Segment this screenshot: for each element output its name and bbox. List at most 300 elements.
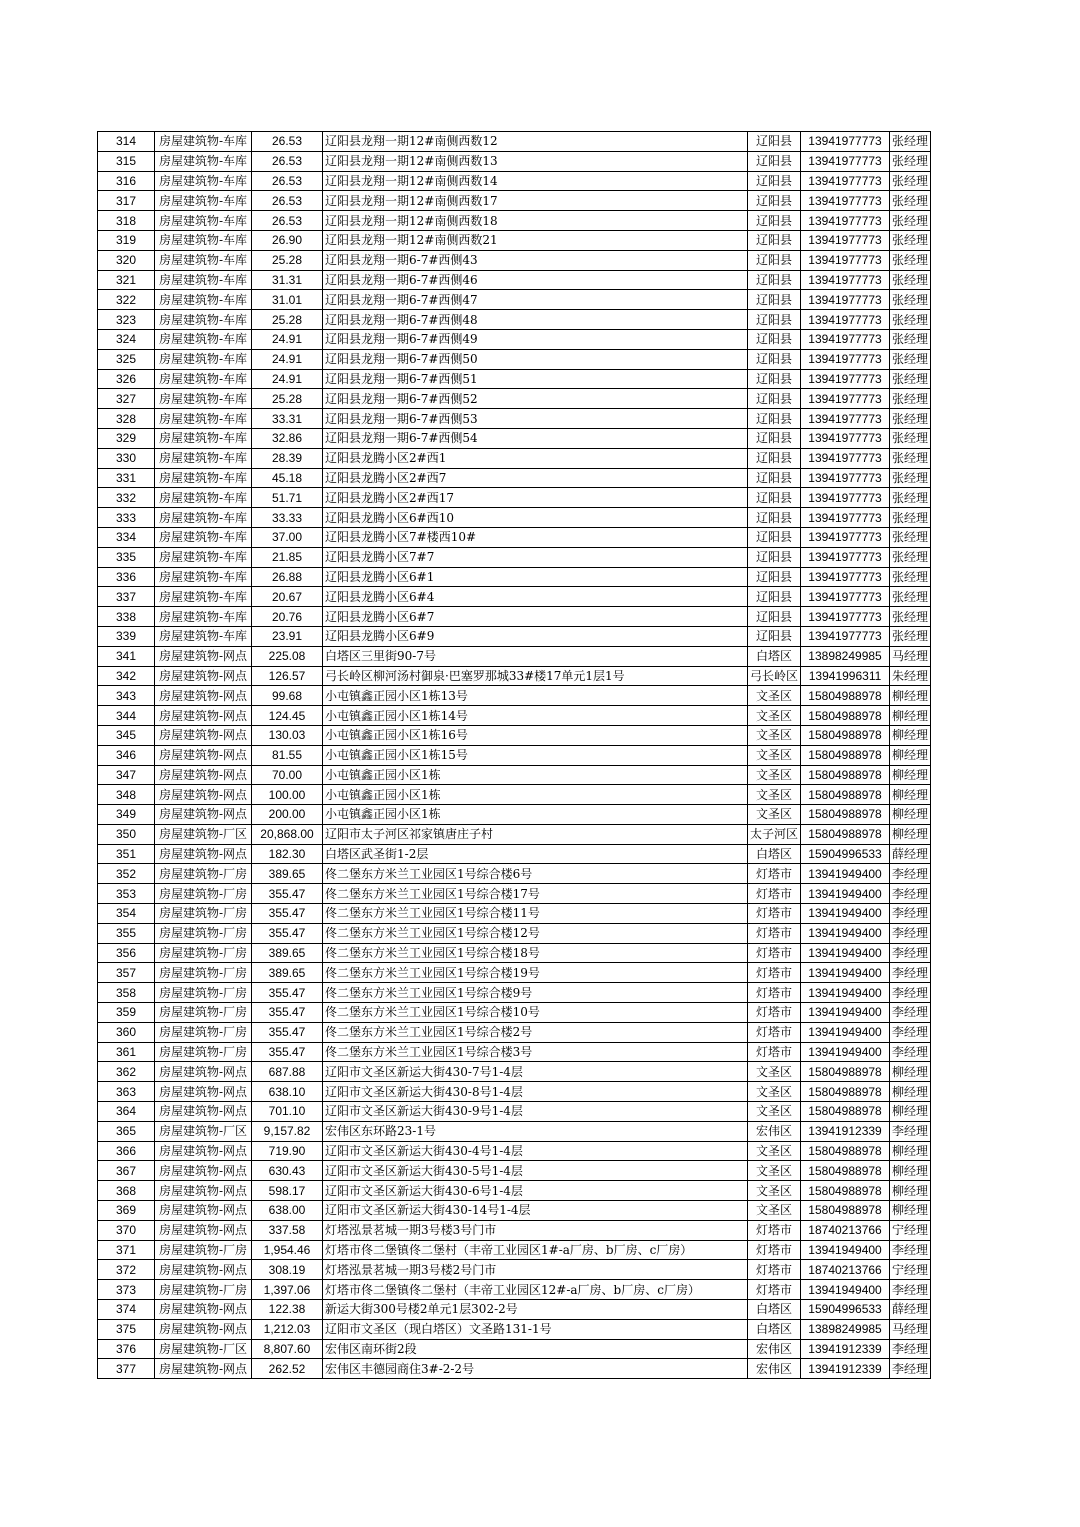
district-cell: 辽阳县 bbox=[748, 587, 801, 607]
row-number-cell: 367 bbox=[98, 1161, 155, 1181]
contact-manager-cell: 李经理 bbox=[890, 1121, 931, 1141]
property-type-cell: 房屋建筑物-网点 bbox=[155, 745, 252, 765]
contact-manager-cell: 李经理 bbox=[890, 1280, 931, 1300]
area-cell: 26.53 bbox=[252, 171, 323, 191]
contact-manager-cell: 张经理 bbox=[890, 448, 931, 468]
row-number-cell: 329 bbox=[98, 428, 155, 448]
contact-manager-cell: 李经理 bbox=[890, 1042, 931, 1062]
area-cell: 32.86 bbox=[252, 428, 323, 448]
row-number-cell: 354 bbox=[98, 904, 155, 924]
district-cell: 辽阳县 bbox=[748, 567, 801, 587]
contact-manager-cell: 张经理 bbox=[890, 270, 931, 290]
property-type-cell: 房屋建筑物-车库 bbox=[155, 547, 252, 567]
table-row bbox=[98, 369, 931, 389]
area-cell: 33.33 bbox=[252, 508, 323, 528]
area-cell: 122.38 bbox=[252, 1300, 323, 1320]
contact-phone-cell: 13941977773 bbox=[801, 428, 890, 448]
district-cell: 灯塔市 bbox=[748, 983, 801, 1003]
area-cell: 630.43 bbox=[252, 1161, 323, 1181]
contact-phone-cell: 15804988978 bbox=[801, 745, 890, 765]
table-row bbox=[98, 409, 931, 429]
contact-manager-cell: 柳经理 bbox=[890, 1201, 931, 1221]
table-row bbox=[98, 211, 931, 231]
contact-manager-cell: 张经理 bbox=[890, 607, 931, 627]
contact-phone-cell: 13941977773 bbox=[801, 191, 890, 211]
property-type-cell: 房屋建筑物-网点 bbox=[155, 1141, 252, 1161]
area-cell: 31.01 bbox=[252, 290, 323, 310]
row-number-cell: 326 bbox=[98, 369, 155, 389]
property-type-cell: 房屋建筑物-车库 bbox=[155, 349, 252, 369]
row-number-cell: 370 bbox=[98, 1220, 155, 1240]
district-cell: 文圣区 bbox=[748, 686, 801, 706]
district-cell: 弓长岭区 bbox=[748, 666, 801, 686]
address-cell: 佟二堡东方米兰工业园区1号综合楼19号 bbox=[323, 963, 748, 983]
area-cell: 26.53 bbox=[252, 132, 323, 152]
contact-phone-cell: 15804988978 bbox=[801, 1082, 890, 1102]
contact-manager-cell: 薛经理 bbox=[890, 1300, 931, 1320]
district-cell: 辽阳县 bbox=[748, 230, 801, 250]
address-cell: 佟二堡东方米兰工业园区1号综合楼9号 bbox=[323, 983, 748, 1003]
table-row bbox=[98, 587, 931, 607]
table-row bbox=[98, 1161, 931, 1181]
table-row bbox=[98, 1300, 931, 1320]
table-row bbox=[98, 191, 931, 211]
table-row bbox=[98, 923, 931, 943]
table-row bbox=[98, 983, 931, 1003]
area-cell: 130.03 bbox=[252, 725, 323, 745]
table-row bbox=[98, 805, 931, 825]
contact-manager-cell: 李经理 bbox=[890, 1339, 931, 1359]
property-type-cell: 房屋建筑物-厂房 bbox=[155, 963, 252, 983]
contact-manager-cell: 李经理 bbox=[890, 1022, 931, 1042]
district-cell: 文圣区 bbox=[748, 1102, 801, 1122]
contact-phone-cell: 13941949400 bbox=[801, 1240, 890, 1260]
area-cell: 26.90 bbox=[252, 230, 323, 250]
district-cell: 文圣区 bbox=[748, 765, 801, 785]
address-cell: 佟二堡东方米兰工业园区1号综合楼11号 bbox=[323, 904, 748, 924]
contact-phone-cell: 13941977773 bbox=[801, 389, 890, 409]
address-cell: 辽阳县龙腾小区6#7 bbox=[323, 607, 748, 627]
property-type-cell: 房屋建筑物-厂房 bbox=[155, 1280, 252, 1300]
area-cell: 638.10 bbox=[252, 1082, 323, 1102]
address-cell: 白塔区武圣街1-2层 bbox=[323, 844, 748, 864]
contact-manager-cell: 柳经理 bbox=[890, 1082, 931, 1102]
table-row bbox=[98, 943, 931, 963]
address-cell: 新运大街300号楼2单元1层302-2号 bbox=[323, 1300, 748, 1320]
contact-manager-cell: 柳经理 bbox=[890, 824, 931, 844]
property-type-cell: 房屋建筑物-网点 bbox=[155, 1201, 252, 1221]
district-cell: 辽阳县 bbox=[748, 468, 801, 488]
area-cell: 262.52 bbox=[252, 1359, 323, 1379]
district-cell: 文圣区 bbox=[748, 725, 801, 745]
table-row bbox=[98, 1240, 931, 1260]
table-row bbox=[98, 547, 931, 567]
table-row bbox=[98, 1359, 931, 1379]
row-number-cell: 337 bbox=[98, 587, 155, 607]
table-row bbox=[98, 527, 931, 547]
contact-manager-cell: 柳经理 bbox=[890, 725, 931, 745]
contact-phone-cell: 13941949400 bbox=[801, 983, 890, 1003]
area-cell: 20.67 bbox=[252, 587, 323, 607]
area-cell: 225.08 bbox=[252, 646, 323, 666]
contact-phone-cell: 13941977773 bbox=[801, 607, 890, 627]
property-type-cell: 房屋建筑物-网点 bbox=[155, 686, 252, 706]
contact-manager-cell: 李经理 bbox=[890, 963, 931, 983]
address-cell: 灯塔市佟二堡镇佟二堡村（丰帝工业园区1#-a厂房、b厂房、c厂房） bbox=[323, 1240, 748, 1260]
row-number-cell: 357 bbox=[98, 963, 155, 983]
row-number-cell: 342 bbox=[98, 666, 155, 686]
contact-phone-cell: 15804988978 bbox=[801, 725, 890, 745]
district-cell: 辽阳县 bbox=[748, 508, 801, 528]
row-number-cell: 316 bbox=[98, 171, 155, 191]
district-cell: 文圣区 bbox=[748, 1201, 801, 1221]
district-cell: 辽阳县 bbox=[748, 151, 801, 171]
property-type-cell: 房屋建筑物-网点 bbox=[155, 785, 252, 805]
district-cell: 文圣区 bbox=[748, 785, 801, 805]
row-number-cell: 353 bbox=[98, 884, 155, 904]
district-cell: 辽阳县 bbox=[748, 171, 801, 191]
contact-manager-cell: 李经理 bbox=[890, 1003, 931, 1023]
district-cell: 文圣区 bbox=[748, 1062, 801, 1082]
table-row bbox=[98, 508, 931, 528]
property-type-cell: 房屋建筑物-厂房 bbox=[155, 983, 252, 1003]
contact-manager-cell: 张经理 bbox=[890, 567, 931, 587]
table-row bbox=[98, 1102, 931, 1122]
district-cell: 太子河区 bbox=[748, 824, 801, 844]
row-number-cell: 376 bbox=[98, 1339, 155, 1359]
property-listing-table bbox=[97, 131, 931, 1379]
table-body bbox=[98, 132, 931, 1379]
contact-manager-cell: 张经理 bbox=[890, 587, 931, 607]
property-type-cell: 房屋建筑物-车库 bbox=[155, 607, 252, 627]
district-cell: 辽阳县 bbox=[748, 310, 801, 330]
area-cell: 687.88 bbox=[252, 1062, 323, 1082]
row-number-cell: 324 bbox=[98, 329, 155, 349]
address-cell: 宏伟区丰德园商住3#-2-2号 bbox=[323, 1359, 748, 1379]
table-row bbox=[98, 1141, 931, 1161]
property-type-cell: 房屋建筑物-网点 bbox=[155, 1102, 252, 1122]
contact-manager-cell: 马经理 bbox=[890, 646, 931, 666]
row-number-cell: 323 bbox=[98, 310, 155, 330]
area-cell: 719.90 bbox=[252, 1141, 323, 1161]
contact-phone-cell: 13941977773 bbox=[801, 508, 890, 528]
table-row bbox=[98, 1319, 931, 1339]
contact-manager-cell: 柳经理 bbox=[890, 1161, 931, 1181]
area-cell: 26.53 bbox=[252, 211, 323, 231]
row-number-cell: 346 bbox=[98, 745, 155, 765]
property-type-cell: 房屋建筑物-网点 bbox=[155, 1062, 252, 1082]
property-type-cell: 房屋建筑物-车库 bbox=[155, 428, 252, 448]
property-type-cell: 房屋建筑物-车库 bbox=[155, 508, 252, 528]
contact-manager-cell: 柳经理 bbox=[890, 686, 931, 706]
table-row bbox=[98, 904, 931, 924]
area-cell: 26.88 bbox=[252, 567, 323, 587]
row-number-cell: 374 bbox=[98, 1300, 155, 1320]
district-cell: 文圣区 bbox=[748, 1082, 801, 1102]
address-cell: 佟二堡东方米兰工业园区1号综合楼6号 bbox=[323, 864, 748, 884]
row-number-cell: 331 bbox=[98, 468, 155, 488]
contact-manager-cell: 柳经理 bbox=[890, 805, 931, 825]
area-cell: 100.00 bbox=[252, 785, 323, 805]
district-cell: 辽阳县 bbox=[748, 626, 801, 646]
contact-phone-cell: 15804988978 bbox=[801, 1102, 890, 1122]
property-type-cell: 房屋建筑物-车库 bbox=[155, 468, 252, 488]
district-cell: 辽阳县 bbox=[748, 290, 801, 310]
contact-phone-cell: 13941949400 bbox=[801, 963, 890, 983]
table-row bbox=[98, 349, 931, 369]
district-cell: 灯塔市 bbox=[748, 923, 801, 943]
address-cell: 辽阳市文圣区新运大街430-14号1-4层 bbox=[323, 1201, 748, 1221]
address-cell: 小屯镇鑫正园小区1栋14号 bbox=[323, 706, 748, 726]
area-cell: 355.47 bbox=[252, 1022, 323, 1042]
contact-manager-cell: 李经理 bbox=[890, 943, 931, 963]
property-type-cell: 房屋建筑物-网点 bbox=[155, 1161, 252, 1181]
contact-phone-cell: 15804988978 bbox=[801, 1062, 890, 1082]
row-number-cell: 377 bbox=[98, 1359, 155, 1379]
property-type-cell: 房屋建筑物-网点 bbox=[155, 805, 252, 825]
area-cell: 31.31 bbox=[252, 270, 323, 290]
table-row bbox=[98, 646, 931, 666]
row-number-cell: 371 bbox=[98, 1240, 155, 1260]
property-type-cell: 房屋建筑物-车库 bbox=[155, 409, 252, 429]
table-row bbox=[98, 706, 931, 726]
table-row bbox=[98, 963, 931, 983]
contact-phone-cell: 13898249985 bbox=[801, 646, 890, 666]
area-cell: 126.57 bbox=[252, 666, 323, 686]
area-cell: 25.28 bbox=[252, 389, 323, 409]
row-number-cell: 350 bbox=[98, 824, 155, 844]
district-cell: 辽阳县 bbox=[748, 191, 801, 211]
district-cell: 辽阳县 bbox=[748, 329, 801, 349]
address-cell: 辽阳市文圣区新运大街430-4号1-4层 bbox=[323, 1141, 748, 1161]
area-cell: 25.28 bbox=[252, 250, 323, 270]
contact-phone-cell: 13941977773 bbox=[801, 488, 890, 508]
contact-phone-cell: 13941977773 bbox=[801, 270, 890, 290]
district-cell: 辽阳县 bbox=[748, 428, 801, 448]
table-row bbox=[98, 1022, 931, 1042]
table-row bbox=[98, 686, 931, 706]
address-cell: 小屯镇鑫正园小区1栋 bbox=[323, 805, 748, 825]
contact-phone-cell: 13941977773 bbox=[801, 587, 890, 607]
row-number-cell: 343 bbox=[98, 686, 155, 706]
contact-phone-cell: 13941912339 bbox=[801, 1121, 890, 1141]
address-cell: 辽阳县龙翔一期12#南侧西数12 bbox=[323, 132, 748, 152]
table-row bbox=[98, 785, 931, 805]
contact-manager-cell: 柳经理 bbox=[890, 1062, 931, 1082]
contact-phone-cell: 15804988978 bbox=[801, 1161, 890, 1181]
district-cell: 辽阳县 bbox=[748, 547, 801, 567]
contact-manager-cell: 柳经理 bbox=[890, 1102, 931, 1122]
contact-phone-cell: 13941949400 bbox=[801, 1022, 890, 1042]
address-cell: 辽阳县龙翔一期12#南侧西数18 bbox=[323, 211, 748, 231]
area-cell: 20.76 bbox=[252, 607, 323, 627]
property-type-cell: 房屋建筑物-车库 bbox=[155, 171, 252, 191]
district-cell: 辽阳县 bbox=[748, 369, 801, 389]
table-row bbox=[98, 1260, 931, 1280]
contact-phone-cell: 13941912339 bbox=[801, 1339, 890, 1359]
area-cell: 26.53 bbox=[252, 191, 323, 211]
property-type-cell: 房屋建筑物-车库 bbox=[155, 389, 252, 409]
table-row bbox=[98, 864, 931, 884]
address-cell: 小屯镇鑫正园小区1栋15号 bbox=[323, 745, 748, 765]
address-cell: 辽阳县龙翔一期6-7#西侧51 bbox=[323, 369, 748, 389]
address-cell: 辽阳市文圣区新运大街430-7号1-4层 bbox=[323, 1062, 748, 1082]
row-number-cell: 330 bbox=[98, 448, 155, 468]
address-cell: 辽阳县龙翔一期6-7#西侧54 bbox=[323, 428, 748, 448]
contact-manager-cell: 张经理 bbox=[890, 547, 931, 567]
district-cell: 辽阳县 bbox=[748, 211, 801, 231]
address-cell: 辽阳县龙翔一期6-7#西侧46 bbox=[323, 270, 748, 290]
area-cell: 355.47 bbox=[252, 884, 323, 904]
district-cell: 辽阳县 bbox=[748, 527, 801, 547]
property-type-cell: 房屋建筑物-厂房 bbox=[155, 1240, 252, 1260]
row-number-cell: 349 bbox=[98, 805, 155, 825]
property-type-cell: 房屋建筑物-车库 bbox=[155, 587, 252, 607]
area-cell: 1,397.06 bbox=[252, 1280, 323, 1300]
address-cell: 小屯镇鑫正园小区1栋16号 bbox=[323, 725, 748, 745]
row-number-cell: 355 bbox=[98, 923, 155, 943]
property-type-cell: 房屋建筑物-厂区 bbox=[155, 1339, 252, 1359]
property-type-cell: 房屋建筑物-厂房 bbox=[155, 1042, 252, 1062]
contact-manager-cell: 张经理 bbox=[890, 329, 931, 349]
table-row bbox=[98, 1220, 931, 1240]
contact-phone-cell: 13941996311 bbox=[801, 666, 890, 686]
table-row bbox=[98, 1201, 931, 1221]
table-row bbox=[98, 884, 931, 904]
address-cell: 辽阳县龙腾小区6#9 bbox=[323, 626, 748, 646]
area-cell: 81.55 bbox=[252, 745, 323, 765]
address-cell: 小屯镇鑫正园小区1栋13号 bbox=[323, 686, 748, 706]
table-row bbox=[98, 626, 931, 646]
area-cell: 45.18 bbox=[252, 468, 323, 488]
row-number-cell: 348 bbox=[98, 785, 155, 805]
district-cell: 辽阳县 bbox=[748, 250, 801, 270]
property-type-cell: 房屋建筑物-车库 bbox=[155, 270, 252, 290]
contact-manager-cell: 张经理 bbox=[890, 409, 931, 429]
property-type-cell: 房屋建筑物-网点 bbox=[155, 1319, 252, 1339]
district-cell: 灯塔市 bbox=[748, 884, 801, 904]
row-number-cell: 315 bbox=[98, 151, 155, 171]
row-number-cell: 361 bbox=[98, 1042, 155, 1062]
address-cell: 辽阳县龙腾小区6#4 bbox=[323, 587, 748, 607]
address-cell: 辽阳县龙翔一期12#南侧西数21 bbox=[323, 230, 748, 250]
row-number-cell: 372 bbox=[98, 1260, 155, 1280]
address-cell: 辽阳县龙腾小区2#西17 bbox=[323, 488, 748, 508]
contact-phone-cell: 13941977773 bbox=[801, 409, 890, 429]
address-cell: 辽阳县龙翔一期6-7#西侧50 bbox=[323, 349, 748, 369]
property-type-cell: 房屋建筑物-厂房 bbox=[155, 904, 252, 924]
row-number-cell: 360 bbox=[98, 1022, 155, 1042]
contact-phone-cell: 13941977773 bbox=[801, 527, 890, 547]
district-cell: 灯塔市 bbox=[748, 864, 801, 884]
table-row bbox=[98, 666, 931, 686]
area-cell: 21.85 bbox=[252, 547, 323, 567]
table-row bbox=[98, 132, 931, 152]
contact-phone-cell: 15804988978 bbox=[801, 805, 890, 825]
district-cell: 灯塔市 bbox=[748, 1280, 801, 1300]
contact-manager-cell: 李经理 bbox=[890, 1359, 931, 1379]
contact-phone-cell: 15804988978 bbox=[801, 1201, 890, 1221]
property-type-cell: 房屋建筑物-网点 bbox=[155, 1359, 252, 1379]
contact-manager-cell: 张经理 bbox=[890, 230, 931, 250]
property-type-cell: 房屋建筑物-车库 bbox=[155, 527, 252, 547]
property-type-cell: 房屋建筑物-厂房 bbox=[155, 923, 252, 943]
address-cell: 小屯镇鑫正园小区1栋 bbox=[323, 785, 748, 805]
property-type-cell: 房屋建筑物-网点 bbox=[155, 1260, 252, 1280]
address-cell: 灯塔市佟二堡镇佟二堡村（丰帝工业园区12#-a厂房、b厂房、c厂房） bbox=[323, 1280, 748, 1300]
property-type-cell: 房屋建筑物-车库 bbox=[155, 132, 252, 152]
address-cell: 辽阳县龙翔一期6-7#西侧52 bbox=[323, 389, 748, 409]
property-type-cell: 房屋建筑物-车库 bbox=[155, 250, 252, 270]
address-cell: 灯塔泓景茗城一期3号楼3号门市 bbox=[323, 1220, 748, 1240]
property-type-cell: 房屋建筑物-网点 bbox=[155, 1300, 252, 1320]
row-number-cell: 365 bbox=[98, 1121, 155, 1141]
property-type-cell: 房屋建筑物-网点 bbox=[155, 725, 252, 745]
contact-phone-cell: 18740213766 bbox=[801, 1260, 890, 1280]
table-row bbox=[98, 567, 931, 587]
area-cell: 37.00 bbox=[252, 527, 323, 547]
contact-manager-cell: 张经理 bbox=[890, 626, 931, 646]
row-number-cell: 359 bbox=[98, 1003, 155, 1023]
address-cell: 辽阳市文圣区新运大街430-9号1-4层 bbox=[323, 1102, 748, 1122]
address-cell: 弓长岭区柳河汤村御泉·巴塞罗那城33#楼17单元1层1号 bbox=[323, 666, 748, 686]
row-number-cell: 364 bbox=[98, 1102, 155, 1122]
area-cell: 389.65 bbox=[252, 864, 323, 884]
table-row bbox=[98, 765, 931, 785]
contact-manager-cell: 柳经理 bbox=[890, 765, 931, 785]
district-cell: 白塔区 bbox=[748, 844, 801, 864]
property-type-cell: 房屋建筑物-厂房 bbox=[155, 1022, 252, 1042]
contact-manager-cell: 李经理 bbox=[890, 983, 931, 1003]
area-cell: 24.91 bbox=[252, 329, 323, 349]
area-cell: 182.30 bbox=[252, 844, 323, 864]
table-row bbox=[98, 171, 931, 191]
row-number-cell: 334 bbox=[98, 527, 155, 547]
property-type-cell: 房屋建筑物-车库 bbox=[155, 369, 252, 389]
district-cell: 白塔区 bbox=[748, 1319, 801, 1339]
property-type-cell: 房屋建筑物-车库 bbox=[155, 567, 252, 587]
contact-manager-cell: 柳经理 bbox=[890, 785, 931, 805]
property-type-cell: 房屋建筑物-网点 bbox=[155, 765, 252, 785]
row-number-cell: 318 bbox=[98, 211, 155, 231]
contact-manager-cell: 朱经理 bbox=[890, 666, 931, 686]
row-number-cell: 321 bbox=[98, 270, 155, 290]
table-row bbox=[98, 1121, 931, 1141]
contact-manager-cell: 柳经理 bbox=[890, 1141, 931, 1161]
contact-phone-cell: 13941977773 bbox=[801, 290, 890, 310]
contact-phone-cell: 13941977773 bbox=[801, 567, 890, 587]
contact-phone-cell: 13941977773 bbox=[801, 448, 890, 468]
address-cell: 佟二堡东方米兰工业园区1号综合楼3号 bbox=[323, 1042, 748, 1062]
area-cell: 355.47 bbox=[252, 904, 323, 924]
district-cell: 文圣区 bbox=[748, 1141, 801, 1161]
table-row bbox=[98, 824, 931, 844]
contact-manager-cell: 张经理 bbox=[890, 310, 931, 330]
contact-phone-cell: 13941977773 bbox=[801, 250, 890, 270]
contact-manager-cell: 张经理 bbox=[890, 468, 931, 488]
district-cell: 辽阳县 bbox=[748, 349, 801, 369]
area-cell: 337.58 bbox=[252, 1220, 323, 1240]
contact-manager-cell: 李经理 bbox=[890, 1240, 931, 1260]
table-row bbox=[98, 389, 931, 409]
contact-phone-cell: 13941949400 bbox=[801, 943, 890, 963]
row-number-cell: 325 bbox=[98, 349, 155, 369]
address-cell: 辽阳县龙翔一期6-7#西侧49 bbox=[323, 329, 748, 349]
address-cell: 辽阳县龙翔一期12#南侧西数17 bbox=[323, 191, 748, 211]
row-number-cell: 322 bbox=[98, 290, 155, 310]
area-cell: 24.91 bbox=[252, 369, 323, 389]
row-number-cell: 336 bbox=[98, 567, 155, 587]
